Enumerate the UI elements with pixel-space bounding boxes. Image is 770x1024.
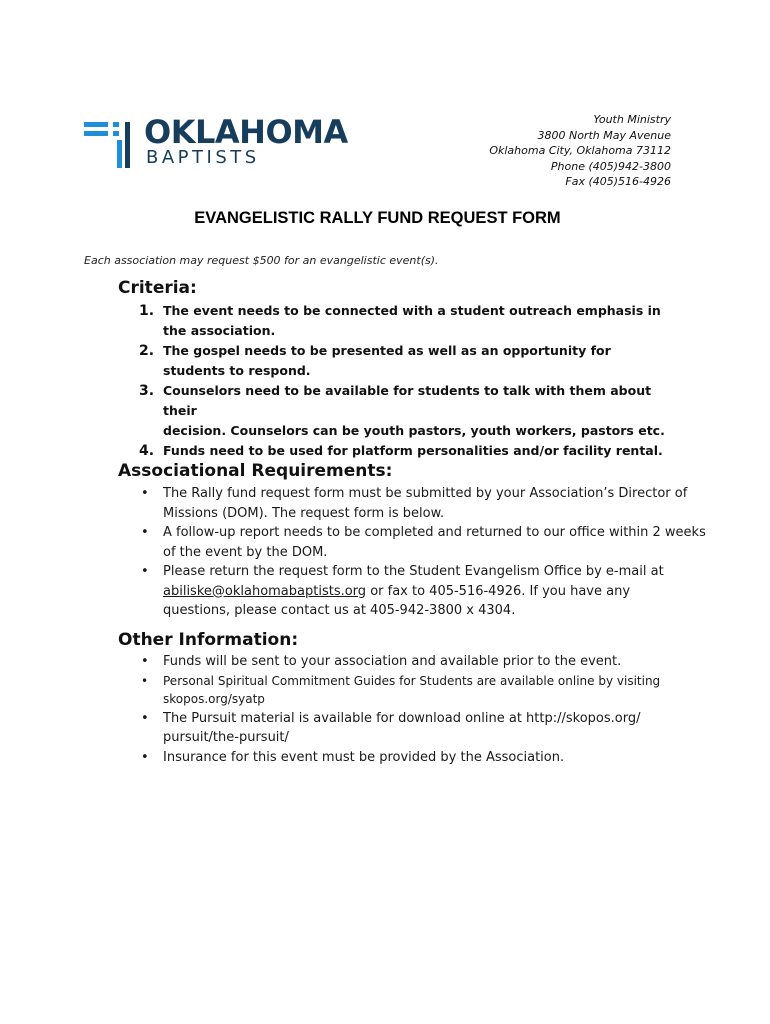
criteria-item	[118, 301, 678, 341]
criteria-heading: Criteria:	[118, 278, 197, 298]
criteria-item	[118, 341, 678, 381]
criteria-number: 1.	[139, 303, 155, 319]
criteria-item	[118, 441, 678, 461]
criteria-list	[118, 301, 678, 461]
criteria-text: the association.	[163, 323, 276, 338]
bullet-icon: •	[141, 654, 149, 669]
list-item-text: Funds will be sent to your association and available prior to the event.	[163, 654, 622, 669]
list-item-text: Missions (DOM). The request form is below.	[163, 505, 445, 521]
logo-wordmark-oklahoma: OKLAHOMA	[144, 113, 348, 151]
criteria-number: 4.	[139, 443, 155, 459]
logo-mark-icon	[84, 118, 134, 172]
list-item-text: Personal Spiritual Commitment Guides for Students are available online by visiting	[163, 673, 661, 688]
list-item	[118, 672, 738, 709]
address-city: Oklahoma City, Oklahoma 73112	[489, 144, 671, 157]
intro-text: Each association may request $500 for an evangelistic event(s).	[84, 254, 439, 267]
criteria-text: Counselors need to be available for students to talk with them about their	[163, 383, 652, 418]
bullet-icon: •	[141, 710, 149, 726]
criteria-item	[118, 381, 678, 441]
bullet-icon: •	[141, 486, 149, 501]
associational-requirements-list	[118, 484, 738, 621]
email-link[interactable]: abiliske@oklahomabaptists.org	[163, 583, 367, 599]
associational-requirements-heading: Associational Requirements:	[118, 461, 393, 481]
criteria-text: The event needs to be connected with a student outreach emphasis in	[163, 303, 661, 318]
logo-wordmark-baptists: BAPTISTS	[146, 147, 260, 168]
list-item-text: skopos.org/syatp	[163, 692, 265, 706]
list-item	[118, 523, 738, 562]
list-item-text: The Rally fund request form must be submitted by your Association’s Director of	[163, 486, 688, 501]
address-fax: Fax (405)516-4926	[565, 175, 671, 188]
bullet-icon: •	[141, 749, 149, 765]
list-item-text: The Pursuit material is available for download online at http://skopos.org/	[163, 710, 641, 726]
list-item-text-continued: or fax to 405-516-4926. If you have any	[366, 583, 631, 599]
address-street: 3800 North May Avenue	[537, 128, 671, 142]
oklahoma-baptists-logo	[84, 113, 354, 172]
list-item	[118, 709, 738, 748]
criteria-text: decision. Counselors can be youth pastors, youth workers, pastors etc.	[163, 423, 665, 438]
bullet-icon: •	[141, 525, 149, 540]
list-item-text: A follow-up report needs to be completed and returned to our office within 2 weeks	[163, 525, 706, 540]
list-item-text: of the event by the DOM.	[163, 544, 328, 560]
list-item-text	[163, 582, 738, 602]
list-item-text: pursuit/the-pursuit/	[163, 730, 289, 745]
criteria-number: 3.	[139, 383, 155, 399]
bullet-icon: •	[141, 564, 149, 579]
other-information-heading: Other Information:	[118, 630, 299, 650]
list-item	[118, 484, 738, 523]
list-item-text: Please return the request form to the Student Evangelism Office by e-mail at	[163, 564, 664, 579]
form-title: EVANGELISTIC RALLY FUND REQUEST FORM	[194, 209, 561, 227]
list-item-text: questions, please contact us at 405-942-3800 x 4304.	[163, 603, 516, 618]
address-phone: Phone (405)942-3800	[550, 159, 671, 173]
address-department: Youth Ministry	[593, 113, 671, 126]
criteria-number: 2.	[139, 343, 155, 359]
list-item	[118, 652, 738, 672]
ministry-address	[489, 112, 671, 190]
criteria-text: The gospel needs to be presented as well as an opportunity for	[163, 343, 611, 358]
other-information-list	[118, 652, 738, 767]
list-item	[118, 748, 738, 768]
criteria-text: Funds need to be used for platform personalities and/or facility rental.	[163, 443, 663, 458]
list-item-text: Insurance for this event must be provided by the Association.	[163, 749, 565, 765]
criteria-text: students to respond.	[163, 363, 311, 378]
bullet-icon: •	[141, 673, 149, 688]
list-item	[118, 562, 738, 621]
